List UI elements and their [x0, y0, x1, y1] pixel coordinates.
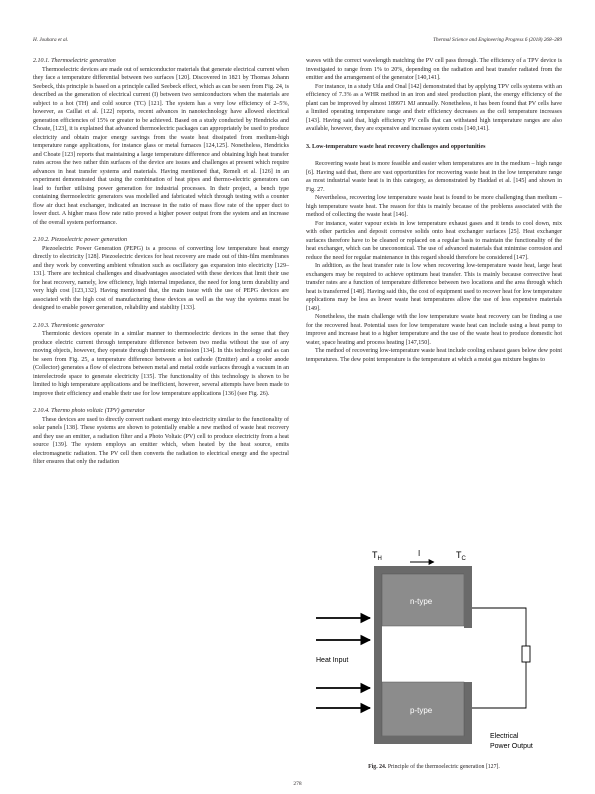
cold-plate-top [464, 566, 472, 628]
section-heading-tpv: 2.10.4. Thermo photo voltaic (TPV) generator [33, 408, 145, 414]
label-p-type: p-type [410, 706, 433, 715]
figure-caption-text: Principle of the thermoelectric generation [127]. [387, 764, 500, 770]
bottom-connector [382, 736, 464, 744]
paragraph-s3-6: The method of recovering low-temperature waste heat include cooling exhaust gases below dew point temperatures. The dew point temperature is the temperature at which a moist gas mixture begins to [306, 348, 562, 363]
label-output-1: Electrical [490, 733, 519, 740]
label-heat-input: Heat Input [316, 657, 349, 664]
section-heading-low-temp-whr: 3. Low-temperature waste heat recovery challenges and opportunities [306, 143, 486, 150]
section-heading-piezoelectric: 2.10.2. Piezoelectric power generation [33, 237, 128, 243]
paragraph-tpv-continued: waves with the correct wavelength matching the PV cell pass through. The efficiency of a TPV device is investigated to range from 1% to 20%, depending on the radiation and heat transfer radiated from the emitter and the arrangement of the generator [140,141]. [306, 58, 562, 81]
cold-plate-bottom [464, 682, 472, 744]
paragraph-utla-onal: For instance, in a study Utla and Onal [142] demonstrated that by applying TPV cells systems with an efficiency of 7.3% as a WHR method in an iron and steel production plant, the energy efficiency of the plant can be improved by almost 189971 MJ annually. Nonetheless, it has been found that PV cells have a limited operating temperature range and their efficiency decreases as the cell temperature increases [143]. Having said that, high efficiency PV cells that can withstand high temperature ranges are also available, however, they are expensive and increase system costs [140,141]. [306, 83, 562, 132]
label-tc: $T_C$ [456, 550, 466, 562]
left-column [33, 57, 289, 467]
circuit-wire [472, 608, 526, 646]
label-current: I [418, 549, 421, 558]
paragraph-s3-5: Nonetheless, the main challenge with the low temperature waste heat recovery can be finding a use for the recovered heat. Potential uses for low temperature waste heat can include using a heat pump to improve and increase heat to a higher temperature and the use of the waste heat to produce domestic hot water, space heating and process heating [147,150]. [306, 314, 562, 346]
hot-plate [374, 566, 382, 744]
paragraph-piezoelectric: Piezoelectric Power Generation (PEPG) is a process of converting low temperature heat energy directly to electricity [128]. Piezoelectric devices for heat recovery are made out of thin-film membranes and they work by converting ambient vibration such as oscillatory gas expansion into electricity [129–131]. There are technical challenges and disadvantages associated with these devices that limit their use for heat recovery, namely, low efficiency, high internal impedance, the need for long term durability and very high cost [123,132]. Having mentioned that, the main issue with the use of PEPG devices are associated with the high cost of manufacturing these devices as well as the way the systems must be designed to enable power generation, reliability and stability [133]. [33, 245, 289, 311]
paragraph-s3-2: Nevertheless, recovering low temperature waste heat is found to be more challenging than medium – high temperature waste heat. The reason for this is mainly because of the problems associated with the method of collecting the waste heat [146]. [306, 195, 562, 218]
load-resistor [522, 646, 530, 662]
page-number: 278 [293, 781, 302, 787]
top-connector [382, 566, 464, 574]
label-output-2: Power Output [490, 743, 533, 750]
paragraph-s3-4: In addition, as the heat transfer rate is low when recovering low-temperature waste heat, large heat exchangers may be required to achieve optimum heat transfer. This is mainly because convective heat transfer rates are a function of temperature difference between two locations and the area through which heat is transferred [148]. Having said this, the cost of equipment used to recover heat for low temperature applications may be less as lower waste heat temperatures allow the use of less expensive materials [149]. [306, 263, 562, 312]
right-column [306, 57, 562, 364]
label-th: $T_H$ [372, 550, 382, 562]
figure-caption-label: Fig. 24. [368, 764, 387, 770]
circuit-wire-lower [472, 662, 526, 708]
running-header-journal: Thermal Science and Engineering Progress 6 (2018) 268–289 [433, 37, 562, 43]
paragraph-thermionic: Thermionic devices operate in a similar manner to thermoelectric devices in the sense that they produce electric current through temperature difference between two media without the use of any moving objects, however, they operate through thermionic emission [134]. In this technology and as can be seen from Fig. 25, a temperature difference between a hot cathode (Emitter) and a cooler anode (Collector) generates a flow of electrons between metal and metal oxide surfaces through a vacuum in an interelectrode space to generate electricity [135]. The functionality of this technology is shown to be limited to high temperature applications and be inefficient, however, several attempts have been made to improve their efficiency and enable their use for low temperature applications [136] (see Fig. 26). [33, 331, 289, 397]
section-heading-thermionic: 2.10.3. Thermionic generator [33, 322, 105, 329]
paragraph-s3-3: For instance, water vapour exists in low temperature exhaust gases and it tends to cool down, mix with other particles and deposit corrosive solids onto heat exchanger surfaces [25]. Heat exchanger surfaces therefore have to be cleaned or replaced on a regular basis to maintain the functionality of the heat exchanger, which can be uneconomical. The use of advanced materials that minimise corrosion and reduce the need for regular maintenance in this regard should therefore be considered [147]. [306, 220, 562, 261]
paragraph-tpv: These devices are used to directly convert radiant energy into electricity similar to the functionality of solar panels [138]. These systems are shown to potentially enable a new method of waste heat recovery and they use an emitter, a radiation filter and a Photo Voltaic (PV) cell to produce electricity from a heat source [139]. The system employs an emitter which, when heated by the heat source, emits electromagnetic radiation. The PV cell then converts the radiation to electrical energy and the spectral filter ensures that only the radiation [33, 416, 289, 465]
paragraph-thermoelectric: Thermoelectric devices are made out of semiconductor materials that generate electrical current when they face a temperature differential between two surfaces [120]. Discovered in 1821 by Thomas Johann Seebeck, this principle is based on a principle called Seebeck effect, which as can be seen from Fig. 24, is described as the generation of electrical current (I) between two semiconductors when the materials are subject to a hot (TH) and cold source (TC) [121]. The system has a very low efficiency of 2–5%, however, as Caillat et al. [122] reports, recent advances in nanotechnology have allowed electrical generation efficiencies of 15% or greater to be achieved. Based on a study conducted by Hendricks and Choate, [123], it is explained that advanced thermoelectric packages can appropriately be used to produce electricity and obtain major energy savings from the waste heat dissipated from medium-high temperature range applications, for instance glass or metal furnaces [124,125]. Nonetheless, Hendricks and Choate [123] reports that maintaining a large temperature difference and obtaining high heat transfer rates across the two rather thin surfaces of the device are issues and challenges at present which require advances in heat transfer systems and materials. Having mentioned that, Remeli et al. [126] in an experiment demonstrated that using the combination of heat pipes and thermo-electric generators can lead to further utilising power generation for industrial processes. In their project, a bench type containing thermoelectric generators was modelled and fabricated which through testing with a counter flow air duct heat exchanger, indicated an increase in the ratio of mass flow rate of the upper duct to lower duct. A higher mass flow rate ratio proved a higher power output from the system and an increase of the overall system performance. [33, 66, 289, 226]
thermoelectric-diagram [306, 548, 562, 763]
section-heading-thermoelectric: 2.10.1. Thermoelectric generation [33, 58, 116, 64]
label-n-type: n-type [410, 597, 433, 606]
paragraph-s3-1: Recovering waste heat is more feasible and easier when temperatures are in the medium – high range [6]. Having said that, there are vast opportunities for recovering waste heat in the low temperature range as most industrial waste heat is in this category, as demonstrated by Haddad et al. [145] and shown in Fig. 27. [306, 161, 562, 193]
running-header-authors: H. Jouhara et al. [33, 37, 69, 43]
figure-caption [306, 764, 562, 770]
